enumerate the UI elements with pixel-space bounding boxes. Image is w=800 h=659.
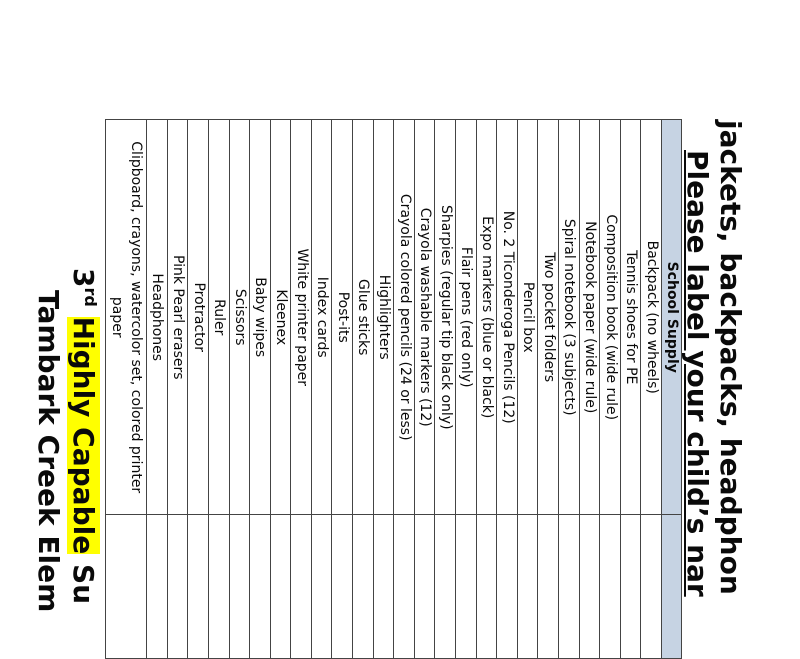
blank-cell [147, 515, 168, 659]
table-row [600, 120, 621, 659]
supply-item: Clipboard, crayons, watercolor set, colored printer paper [106, 120, 147, 515]
supply-item: Sharpies (regular tip black only) [435, 120, 456, 515]
blank-cell [435, 515, 456, 659]
supply-item: Kleenex [270, 120, 291, 515]
blank-cell [270, 515, 291, 659]
blank-cell [229, 515, 250, 659]
table-row [250, 120, 271, 659]
supply-item: Highlighters [373, 120, 394, 515]
supply-item: Baby wipes [250, 120, 271, 515]
table-row [208, 120, 229, 659]
blank-cell [188, 515, 209, 659]
blank-cell [106, 515, 147, 659]
supply-item: Scissors [229, 120, 250, 515]
grade-suffix: rd [81, 287, 100, 307]
column-header-blank [662, 515, 682, 659]
blank-cell [332, 515, 353, 659]
blank-cell [167, 515, 188, 659]
subtitle-tail: Su [67, 563, 100, 605]
supply-item: Headphones [147, 120, 168, 515]
grade-number: 3 [67, 268, 100, 288]
blank-cell [311, 515, 332, 659]
supply-item: Two pocket folders [538, 120, 559, 515]
supply-item: Backpack (no wheels) [641, 120, 662, 515]
table-row [311, 120, 332, 659]
blank-cell [538, 515, 559, 659]
table-row [394, 120, 415, 659]
supply-table [105, 119, 682, 659]
supply-item: Protractor [188, 120, 209, 515]
supply-item: Crayola colored pencils (24 or less) [394, 120, 415, 515]
school-title: Tambark Creek Elem [32, 290, 65, 613]
supply-item: Pencil box [517, 120, 538, 515]
supply-item: Flair pens (red only) [456, 120, 477, 515]
supply-item: Tennis shoes for PE [620, 120, 641, 515]
blank-cell [497, 515, 518, 659]
blank-cell [600, 515, 621, 659]
table-row [538, 120, 559, 659]
column-header-supply: School Supply [662, 120, 682, 515]
supply-item: White printer paper [291, 120, 312, 515]
supply-item: Glue sticks [353, 120, 374, 515]
table-row [106, 120, 147, 659]
table-row [517, 120, 538, 659]
list-subtitle [68, 268, 105, 604]
table-row [188, 120, 209, 659]
table-row [559, 120, 580, 659]
table-row [332, 120, 353, 659]
table-row [270, 120, 291, 659]
blank-cell [517, 515, 538, 659]
table-row [414, 120, 435, 659]
table-row [353, 120, 374, 659]
supply-item: Pink Pearl erasers [167, 120, 188, 515]
label-reminder-line-2: jackets, backpacks, headphon [714, 120, 747, 595]
table-row [620, 120, 641, 659]
table-row [497, 120, 518, 659]
supply-item: Index cards [311, 120, 332, 515]
supply-item: Notebook paper (wide rule) [579, 120, 600, 515]
table-row [291, 120, 312, 659]
blank-cell [414, 515, 435, 659]
program-highlight: Highly Capable [67, 316, 100, 555]
blank-cell [579, 515, 600, 659]
supply-item: No. 2 Ticonderoga Pencils (12) [497, 120, 518, 515]
blank-cell [456, 515, 477, 659]
supply-item: Crayola washable markers (12) [414, 120, 435, 515]
supply-item: Ruler [208, 120, 229, 515]
table-row [373, 120, 394, 659]
blank-cell [353, 515, 374, 659]
table-row [435, 120, 456, 659]
blank-cell [559, 515, 580, 659]
table-row [147, 120, 168, 659]
supply-item: Composition book (wide rule) [600, 120, 621, 515]
table-header-row [662, 120, 682, 659]
blank-cell [620, 515, 641, 659]
blank-cell [208, 515, 229, 659]
table-row [229, 120, 250, 659]
supply-item: Expo markers (blue or black) [476, 120, 497, 515]
blank-cell [373, 515, 394, 659]
blank-cell [291, 515, 312, 659]
table-row [456, 120, 477, 659]
blank-cell [641, 515, 662, 659]
blank-cell [476, 515, 497, 659]
supply-item: Spiral notebook (3 subjects) [559, 120, 580, 515]
blank-cell [250, 515, 271, 659]
label-reminder-line-1: Please label your child’s nar [681, 150, 714, 597]
table-row [167, 120, 188, 659]
supply-item: Post-its [332, 120, 353, 515]
table-row [641, 120, 662, 659]
table-row [579, 120, 600, 659]
table-row [476, 120, 497, 659]
blank-cell [394, 515, 415, 659]
